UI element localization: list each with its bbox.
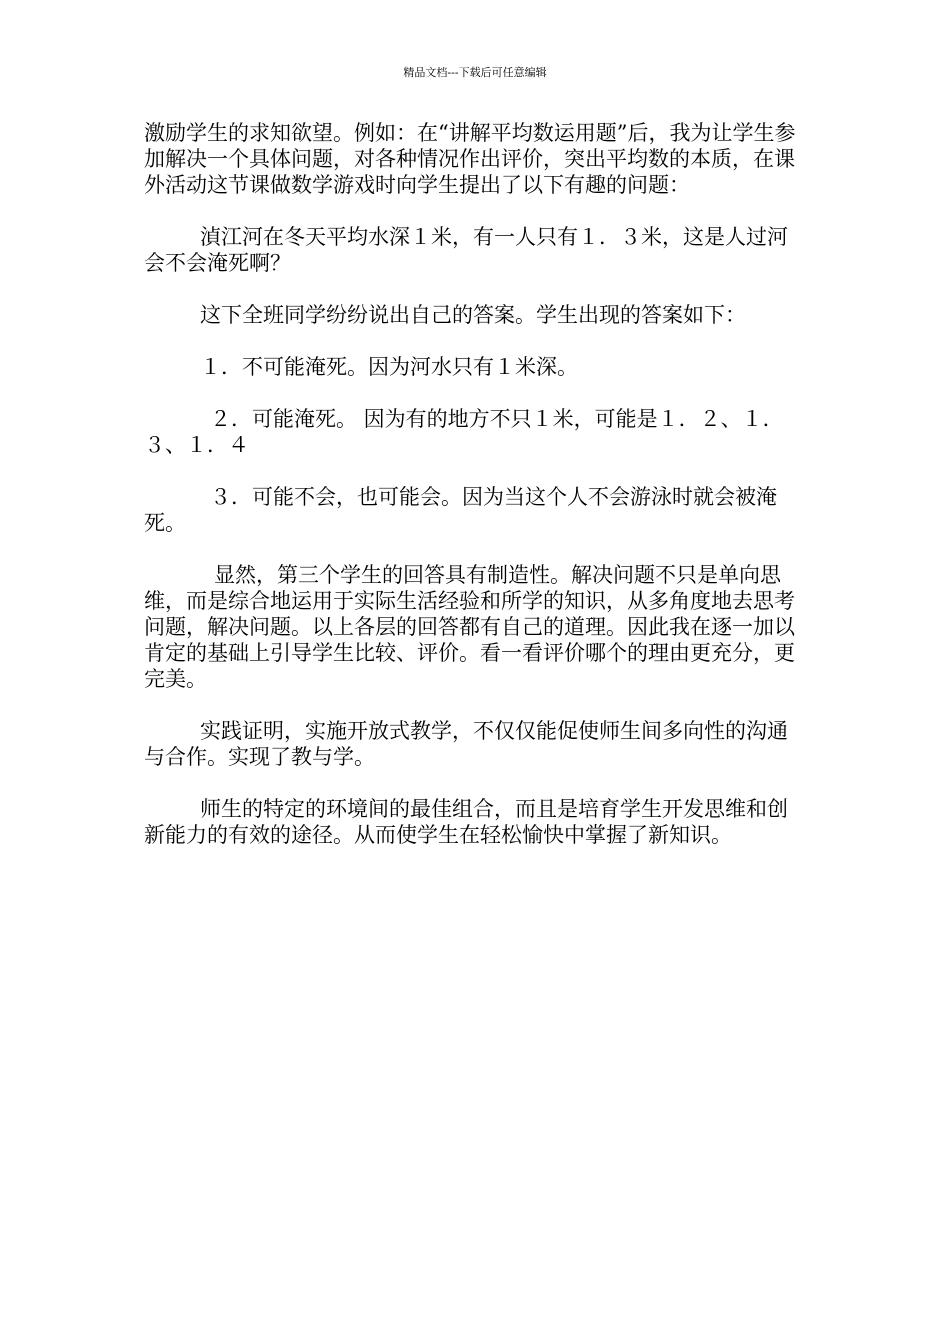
paragraph-class-answers: 这下全班同学纷纷说出自己的答案。学生出现的答案如下：	[200, 303, 746, 327]
answer-item-2: ２．可能淹死。 因为有的地方不只１米，可能是１．２、１．３、１．４	[144, 407, 784, 457]
answer-item-3: ３．可能不会，也可能会。因为当这个人不会游泳时就会被淹死。	[144, 485, 777, 535]
paragraph-problem: 湞江河在冬天平均水深１米，有一人只有１．３米，这是人过河会不会淹死啊？	[144, 225, 788, 275]
answer-item-1: １．不可能淹死。因为河水只有１米深。	[200, 355, 578, 379]
paragraph-conclusion-1: 实践证明，实施开放式教学，不仅仅能促使师生间多向性的沟通与合作。实现了教与学。	[144, 719, 788, 769]
paragraph-conclusion-2: 师生的特定的环境间的最佳组合，而且是培育学生开发思维和创新能力的有效的途径。从而使学生在轻松愉快中掌握了新知识。	[144, 797, 788, 847]
document-body	[144, 120, 808, 848]
page-header: 精品文档---下载后可任意编辑	[403, 66, 547, 79]
paragraph-analysis: 显然，第三个学生的回答具有制造性。解决问题不只是单向思维，而是综合地运用于实际生活经验和所学的知识，从多角度地去思考问题，解决问题。以上各层的回答都有自己的道理。因此我在逐一加以肯定的基础上引导学生比较、评价。看一看评价哪个的理由更充分，更完美。	[144, 563, 795, 691]
paragraph-intro: 激励学生的求知欲望。例如：在“讲解平均数运用题”后，我为让学生参加解决一个具体问题，对各种情况作出评价，突出平均数的本质，在课外活动这节课做数学游戏时向学生提出了以下有趣的问题：	[144, 121, 796, 197]
